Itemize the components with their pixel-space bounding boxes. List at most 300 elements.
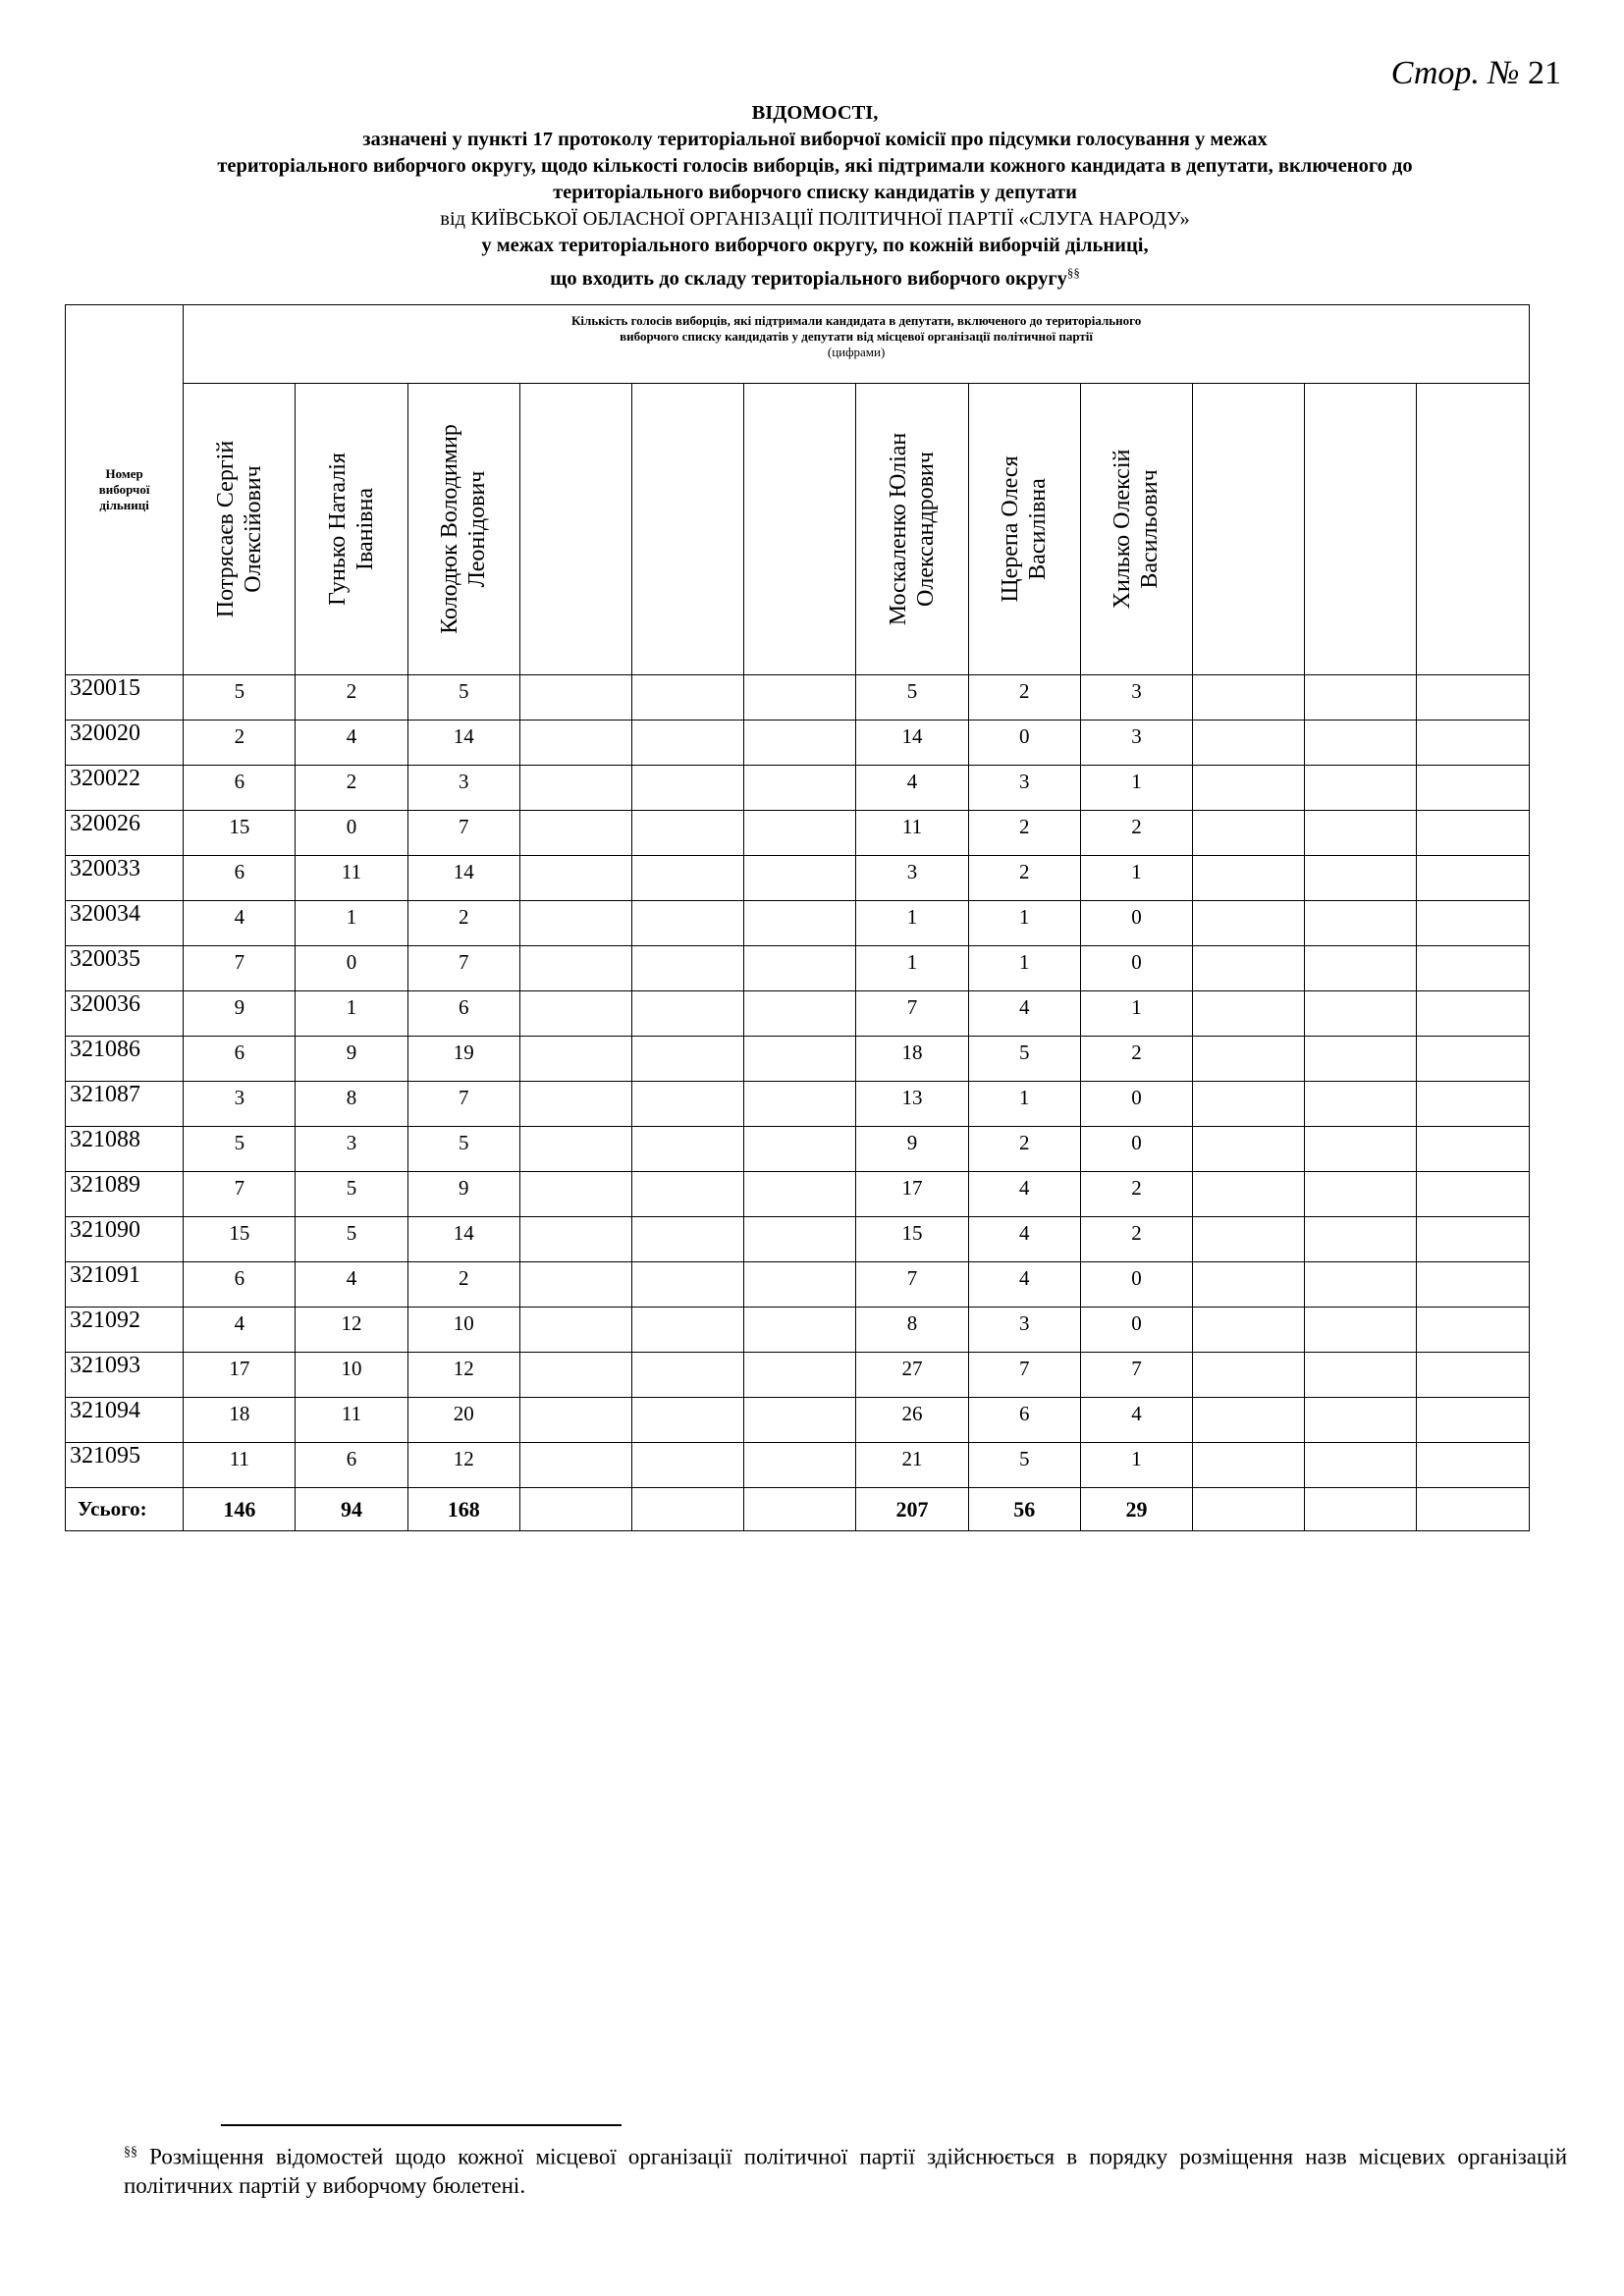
vote-count-cell: 9 xyxy=(296,1037,407,1082)
vote-count-cell: 14 xyxy=(407,856,519,901)
results-body xyxy=(66,675,1530,1531)
total-value-cell: 56 xyxy=(968,1488,1080,1531)
candidate-name-line1: Москаленко Юліан xyxy=(886,432,912,626)
vote-count-cell xyxy=(744,1217,856,1262)
vote-count-cell xyxy=(744,1398,856,1443)
vote-count-cell xyxy=(1193,1127,1305,1172)
vote-count-cell: 18 xyxy=(184,1398,296,1443)
vote-count-cell: 3 xyxy=(1080,675,1192,721)
vote-count-cell xyxy=(1305,1127,1417,1172)
vote-count-cell xyxy=(519,901,631,946)
vote-count-cell: 4 xyxy=(1080,1398,1192,1443)
station-number: 320015 xyxy=(66,675,184,721)
vote-count-cell xyxy=(1417,991,1530,1037)
vote-count-cell: 5 xyxy=(968,1037,1080,1082)
candidate-name-line1: Щерепа Олеся xyxy=(998,455,1024,603)
vote-count-cell xyxy=(1193,1443,1305,1488)
candidate-header xyxy=(1417,384,1530,675)
vote-count-cell xyxy=(1305,675,1417,721)
vote-count-cell: 15 xyxy=(184,811,296,856)
vote-count-cell xyxy=(632,1398,744,1443)
vote-count-cell xyxy=(632,1127,744,1172)
vote-count-cell xyxy=(1193,946,1305,991)
vote-count-cell xyxy=(1193,991,1305,1037)
candidate-header xyxy=(632,384,744,675)
vote-count-cell: 2 xyxy=(1080,1037,1192,1082)
vote-count-cell xyxy=(744,901,856,946)
table-row xyxy=(66,1398,1530,1443)
vote-count-cell: 1 xyxy=(856,946,968,991)
vote-count-cell xyxy=(1193,766,1305,811)
vote-count-cell xyxy=(519,946,631,991)
table-row xyxy=(66,675,1530,721)
vote-count-cell xyxy=(632,675,744,721)
vote-count-cell: 5 xyxy=(968,1443,1080,1488)
vote-count-cell: 15 xyxy=(856,1217,968,1262)
vote-count-cell xyxy=(1193,856,1305,901)
vote-count-cell: 1 xyxy=(968,901,1080,946)
table-row xyxy=(66,1262,1530,1308)
candidate-name-line2: Олександрович xyxy=(913,452,940,607)
vote-count-cell xyxy=(744,721,856,766)
vote-count-cell xyxy=(1193,1217,1305,1262)
vote-count-cell xyxy=(632,856,744,901)
vote-count-cell: 2 xyxy=(968,811,1080,856)
title-line-1: зазначені у пункті 17 протоколу територіальної виборчої комісії про підсумки голосування у межах xyxy=(362,129,1268,150)
table-row xyxy=(66,721,1530,766)
vote-count-cell: 7 xyxy=(407,811,519,856)
vote-count-cell xyxy=(1305,1037,1417,1082)
footnote-divider xyxy=(221,2124,622,2126)
vote-count-cell xyxy=(632,1172,744,1217)
station-number: 321090 xyxy=(66,1217,184,1262)
vote-count-cell xyxy=(1305,1398,1417,1443)
table-row xyxy=(66,1037,1530,1082)
page-number-value: 21 xyxy=(1528,55,1561,91)
vote-count-cell xyxy=(632,1217,744,1262)
vote-count-cell: 5 xyxy=(856,675,968,721)
vote-count-cell: 13 xyxy=(856,1082,968,1127)
total-row xyxy=(66,1488,1530,1531)
vote-count-cell: 0 xyxy=(1080,1308,1192,1353)
vote-count-cell xyxy=(1417,1127,1530,1172)
vote-count-cell: 4 xyxy=(968,991,1080,1037)
vote-count-cell: 15 xyxy=(184,1217,296,1262)
vote-count-cell xyxy=(1193,1037,1305,1082)
vote-count-cell xyxy=(632,901,744,946)
vote-count-cell: 2 xyxy=(407,901,519,946)
vote-count-cell xyxy=(1417,1443,1530,1488)
vote-count-cell xyxy=(519,766,631,811)
vote-count-cell xyxy=(1417,856,1530,901)
total-value-cell: 168 xyxy=(407,1488,519,1531)
vote-count-cell xyxy=(1193,811,1305,856)
vote-count-cell: 7 xyxy=(407,946,519,991)
vote-count-cell: 18 xyxy=(856,1037,968,1082)
vote-count-cell xyxy=(1305,811,1417,856)
candidate-header xyxy=(1305,384,1417,675)
vote-count-cell: 6 xyxy=(184,856,296,901)
vote-count-cell: 17 xyxy=(184,1353,296,1398)
vote-count-cell xyxy=(1417,811,1530,856)
vote-count-cell xyxy=(632,1082,744,1127)
total-value-cell: 146 xyxy=(184,1488,296,1531)
vote-count-cell: 4 xyxy=(856,766,968,811)
total-value-cell xyxy=(1417,1488,1530,1531)
vote-count-cell: 3 xyxy=(968,766,1080,811)
title-line-6 xyxy=(137,259,1492,293)
station-number: 321092 xyxy=(66,1308,184,1353)
table-row xyxy=(66,946,1530,991)
vote-count-cell xyxy=(1305,1262,1417,1308)
vote-count-cell: 14 xyxy=(407,721,519,766)
votes-group-header xyxy=(184,305,1530,384)
vote-count-cell: 6 xyxy=(296,1443,407,1488)
vote-count-cell xyxy=(744,766,856,811)
vote-count-cell xyxy=(519,1398,631,1443)
votes-group-header-line-2: виборчого списку кандидатів у депутати від місцевої організації політичної партії xyxy=(620,329,1094,344)
vote-count-cell: 11 xyxy=(296,856,407,901)
vote-count-cell: 17 xyxy=(856,1172,968,1217)
station-number: 321087 xyxy=(66,1082,184,1127)
total-value-cell xyxy=(1193,1488,1305,1531)
station-number: 320036 xyxy=(66,991,184,1037)
vote-count-cell xyxy=(1305,1308,1417,1353)
vote-count-cell xyxy=(632,1262,744,1308)
vote-count-cell: 5 xyxy=(184,675,296,721)
vote-count-cell: 2 xyxy=(968,856,1080,901)
vote-count-cell: 14 xyxy=(407,1217,519,1262)
vote-count-cell: 0 xyxy=(296,946,407,991)
candidate-name xyxy=(997,392,1052,667)
vote-count-cell: 12 xyxy=(296,1308,407,1353)
candidate-name-line2: Іванівна xyxy=(352,488,379,570)
vote-count-cell: 4 xyxy=(968,1217,1080,1262)
station-number: 321088 xyxy=(66,1127,184,1172)
vote-count-cell xyxy=(519,1443,631,1488)
vote-count-cell: 7 xyxy=(184,1172,296,1217)
vote-count-cell xyxy=(632,1443,744,1488)
vote-count-cell xyxy=(744,811,856,856)
vote-count-cell: 5 xyxy=(296,1217,407,1262)
station-header-line-1: Номер xyxy=(105,466,143,481)
table-row xyxy=(66,766,1530,811)
vote-count-cell: 20 xyxy=(407,1398,519,1443)
vote-count-cell: 2 xyxy=(184,721,296,766)
station-number: 321094 xyxy=(66,1398,184,1443)
station-header xyxy=(66,305,184,675)
vote-count-cell xyxy=(744,946,856,991)
table-row xyxy=(66,1217,1530,1262)
vote-count-cell: 1 xyxy=(296,991,407,1037)
station-number: 321086 xyxy=(66,1037,184,1082)
vote-count-cell: 5 xyxy=(296,1172,407,1217)
vote-count-cell xyxy=(519,1308,631,1353)
vote-count-cell: 5 xyxy=(407,1127,519,1172)
vote-count-cell xyxy=(632,766,744,811)
vote-count-cell xyxy=(632,1353,744,1398)
vote-count-cell xyxy=(1417,901,1530,946)
vote-count-cell: 6 xyxy=(968,1398,1080,1443)
vote-count-cell: 1 xyxy=(1080,1443,1192,1488)
vote-count-cell: 7 xyxy=(856,991,968,1037)
total-value-cell: 207 xyxy=(856,1488,968,1531)
vote-count-cell: 7 xyxy=(407,1082,519,1127)
vote-count-cell: 6 xyxy=(184,1037,296,1082)
document-title xyxy=(137,100,1492,293)
vote-count-cell: 0 xyxy=(1080,946,1192,991)
vote-count-cell xyxy=(632,811,744,856)
vote-count-cell xyxy=(1417,721,1530,766)
vote-count-cell: 2 xyxy=(1080,811,1192,856)
vote-count-cell: 1 xyxy=(1080,766,1192,811)
vote-count-cell: 10 xyxy=(407,1308,519,1353)
vote-count-cell xyxy=(519,1127,631,1172)
vote-count-cell xyxy=(1193,1353,1305,1398)
vote-count-cell xyxy=(744,1082,856,1127)
title-line-4-prefix: від xyxy=(440,208,466,230)
candidate-header xyxy=(296,384,407,675)
vote-count-cell: 12 xyxy=(407,1443,519,1488)
vote-count-cell xyxy=(1417,1353,1530,1398)
vote-count-cell: 14 xyxy=(856,721,968,766)
total-label: Усього: xyxy=(66,1488,184,1531)
candidate-header xyxy=(184,384,296,675)
vote-count-cell: 11 xyxy=(856,811,968,856)
vote-count-cell xyxy=(1417,1398,1530,1443)
vote-count-cell xyxy=(744,856,856,901)
candidate-name-line1: Хилько Олексій xyxy=(1110,449,1136,610)
vote-count-cell xyxy=(1193,1398,1305,1443)
vote-count-cell: 4 xyxy=(184,901,296,946)
vote-count-cell xyxy=(1305,1443,1417,1488)
vote-count-cell xyxy=(744,1353,856,1398)
vote-count-cell: 1 xyxy=(856,901,968,946)
station-number: 320026 xyxy=(66,811,184,856)
vote-count-cell: 4 xyxy=(968,1172,1080,1217)
station-number: 320022 xyxy=(66,766,184,811)
total-value-cell xyxy=(519,1488,631,1531)
vote-count-cell: 2 xyxy=(1080,1172,1192,1217)
vote-count-cell xyxy=(519,1262,631,1308)
vote-count-cell: 1 xyxy=(968,946,1080,991)
vote-count-cell xyxy=(632,721,744,766)
vote-count-cell xyxy=(1305,856,1417,901)
candidate-name xyxy=(885,392,940,667)
table-row xyxy=(66,1127,1530,1172)
station-number: 320020 xyxy=(66,721,184,766)
vote-count-cell: 3 xyxy=(296,1127,407,1172)
table-row xyxy=(66,1353,1530,1398)
vote-count-cell: 0 xyxy=(1080,1082,1192,1127)
vote-count-cell xyxy=(1417,1037,1530,1082)
vote-count-cell xyxy=(519,991,631,1037)
total-value-cell xyxy=(744,1488,856,1531)
candidate-name xyxy=(436,392,491,667)
table-row xyxy=(66,901,1530,946)
candidate-name-line2: Леонідович xyxy=(464,470,491,588)
vote-count-cell xyxy=(632,946,744,991)
total-value-cell xyxy=(1305,1488,1417,1531)
station-number: 320034 xyxy=(66,901,184,946)
vote-count-cell xyxy=(1193,1172,1305,1217)
vote-count-cell: 3 xyxy=(184,1082,296,1127)
table-row xyxy=(66,1443,1530,1488)
vote-count-cell xyxy=(519,1037,631,1082)
title-heading: ВІДОМОСТІ, xyxy=(751,102,879,124)
vote-count-cell xyxy=(519,1353,631,1398)
vote-count-cell xyxy=(1417,766,1530,811)
title-line-4 xyxy=(137,206,1492,233)
vote-count-cell: 9 xyxy=(184,991,296,1037)
vote-count-cell: 4 xyxy=(296,721,407,766)
vote-count-cell: 7 xyxy=(856,1262,968,1308)
vote-count-cell: 11 xyxy=(184,1443,296,1488)
station-number: 320033 xyxy=(66,856,184,901)
vote-count-cell: 10 xyxy=(296,1353,407,1398)
vote-count-cell: 5 xyxy=(184,1127,296,1172)
candidate-name-line1: Гунько Наталія xyxy=(325,453,352,606)
candidate-name-line1: Потрясаєв Сергій xyxy=(212,440,239,618)
vote-count-cell xyxy=(1305,1172,1417,1217)
vote-count-cell: 0 xyxy=(1080,901,1192,946)
station-header-line-3: дільниці xyxy=(99,498,149,512)
vote-count-cell: 2 xyxy=(1080,1217,1192,1262)
candidate-name-line2: Олексійович xyxy=(240,465,266,593)
page-number-label: Стор. № xyxy=(1390,55,1520,91)
vote-count-cell xyxy=(1193,721,1305,766)
vote-count-cell xyxy=(1417,675,1530,721)
vote-count-cell xyxy=(1305,946,1417,991)
station-number: 321089 xyxy=(66,1172,184,1217)
vote-count-cell: 9 xyxy=(407,1172,519,1217)
station-number: 321091 xyxy=(66,1262,184,1308)
vote-count-cell xyxy=(1193,1082,1305,1127)
candidate-name xyxy=(212,392,267,667)
table-row xyxy=(66,811,1530,856)
vote-count-cell xyxy=(1417,1262,1530,1308)
vote-count-cell: 1 xyxy=(1080,991,1192,1037)
vote-count-cell xyxy=(1305,721,1417,766)
vote-count-cell: 2 xyxy=(968,675,1080,721)
vote-count-cell xyxy=(1305,901,1417,946)
station-header-line-2: виборчої xyxy=(98,482,150,497)
vote-count-cell: 3 xyxy=(1080,721,1192,766)
candidate-header xyxy=(407,384,519,675)
table-row xyxy=(66,856,1530,901)
vote-count-cell xyxy=(744,1308,856,1353)
candidate-name xyxy=(1109,392,1164,667)
vote-count-cell xyxy=(1417,1082,1530,1127)
vote-count-cell xyxy=(744,1443,856,1488)
vote-count-cell: 8 xyxy=(856,1308,968,1353)
vote-count-cell: 2 xyxy=(968,1127,1080,1172)
vote-count-cell: 19 xyxy=(407,1037,519,1082)
vote-count-cell xyxy=(632,1308,744,1353)
candidate-name-line1: Колодюк Володимир xyxy=(437,424,463,634)
vote-count-cell: 0 xyxy=(1080,1262,1192,1308)
vote-count-cell xyxy=(1417,1217,1530,1262)
vote-count-cell: 1 xyxy=(296,901,407,946)
station-number: 320035 xyxy=(66,946,184,991)
vote-count-cell: 0 xyxy=(1080,1127,1192,1172)
total-value-cell: 94 xyxy=(296,1488,407,1531)
title-footnote-mark: §§ xyxy=(1066,265,1080,280)
vote-count-cell xyxy=(519,856,631,901)
vote-count-cell: 5 xyxy=(407,675,519,721)
vote-count-cell xyxy=(1193,901,1305,946)
vote-count-cell: 3 xyxy=(856,856,968,901)
title-line-2: територіального виборчого округу, щодо кількості голосів виборців, які підтримали кожного кандидата в депутати, включеного до xyxy=(217,155,1413,177)
vote-count-cell: 26 xyxy=(856,1398,968,1443)
vote-count-cell: 6 xyxy=(407,991,519,1037)
vote-count-cell xyxy=(744,1037,856,1082)
vote-count-cell xyxy=(1305,1082,1417,1127)
vote-count-cell xyxy=(1305,766,1417,811)
vote-count-cell: 6 xyxy=(184,766,296,811)
vote-count-cell: 8 xyxy=(296,1082,407,1127)
vote-count-cell: 4 xyxy=(968,1262,1080,1308)
vote-count-cell xyxy=(1417,946,1530,991)
vote-count-cell xyxy=(1193,1308,1305,1353)
party-name: КИЇВСЬКОЇ ОБЛАСНОЇ ОРГАНІЗАЦІЇ ПОЛІТИЧНОЇ ПАРТІЇ «СЛУГА НАРОДУ» xyxy=(470,208,1190,230)
candidate-name-line2: Васильович xyxy=(1137,469,1164,589)
vote-count-cell: 0 xyxy=(296,811,407,856)
vote-count-cell xyxy=(744,1262,856,1308)
candidate-name-line2: Василівна xyxy=(1025,478,1052,580)
title-line-5: у межах територіального виборчого округу, по кожній виборчій дільниці, xyxy=(481,235,1149,256)
vote-count-cell: 7 xyxy=(968,1353,1080,1398)
results-table xyxy=(65,304,1530,1531)
vote-count-cell: 21 xyxy=(856,1443,968,1488)
candidate-header xyxy=(1080,384,1192,675)
vote-count-cell: 4 xyxy=(184,1308,296,1353)
vote-count-cell xyxy=(519,811,631,856)
vote-count-cell xyxy=(519,1172,631,1217)
candidate-name xyxy=(324,392,379,667)
page-number xyxy=(1391,55,1561,92)
vote-count-cell xyxy=(632,1037,744,1082)
vote-count-cell xyxy=(519,1217,631,1262)
vote-count-cell xyxy=(519,1082,631,1127)
vote-count-cell: 7 xyxy=(1080,1353,1192,1398)
candidate-header xyxy=(856,384,968,675)
vote-count-cell xyxy=(632,991,744,1037)
vote-count-cell xyxy=(1193,1262,1305,1308)
vote-count-cell xyxy=(744,675,856,721)
vote-count-cell: 4 xyxy=(296,1262,407,1308)
vote-count-cell: 6 xyxy=(184,1262,296,1308)
vote-count-cell: 1 xyxy=(968,1082,1080,1127)
vote-count-cell: 9 xyxy=(856,1127,968,1172)
footnote xyxy=(124,2138,1567,2200)
table-row xyxy=(66,1308,1530,1353)
votes-group-header-line-1: Кількість голосів виборців, які підтримали кандидата в депутати, включеного до територіального xyxy=(570,313,1142,328)
vote-count-cell: 1 xyxy=(1080,856,1192,901)
vote-count-cell xyxy=(1417,1172,1530,1217)
vote-count-cell xyxy=(1417,1308,1530,1353)
vote-count-cell: 0 xyxy=(968,721,1080,766)
vote-count-cell xyxy=(1305,991,1417,1037)
vote-count-cell: 27 xyxy=(856,1353,968,1398)
vote-count-cell: 7 xyxy=(184,946,296,991)
candidate-header xyxy=(744,384,856,675)
table-row xyxy=(66,1082,1530,1127)
votes-group-header-line-3: (цифрами) xyxy=(827,345,886,359)
vote-count-cell: 3 xyxy=(407,766,519,811)
vote-count-cell: 3 xyxy=(968,1308,1080,1353)
table-row xyxy=(66,991,1530,1037)
